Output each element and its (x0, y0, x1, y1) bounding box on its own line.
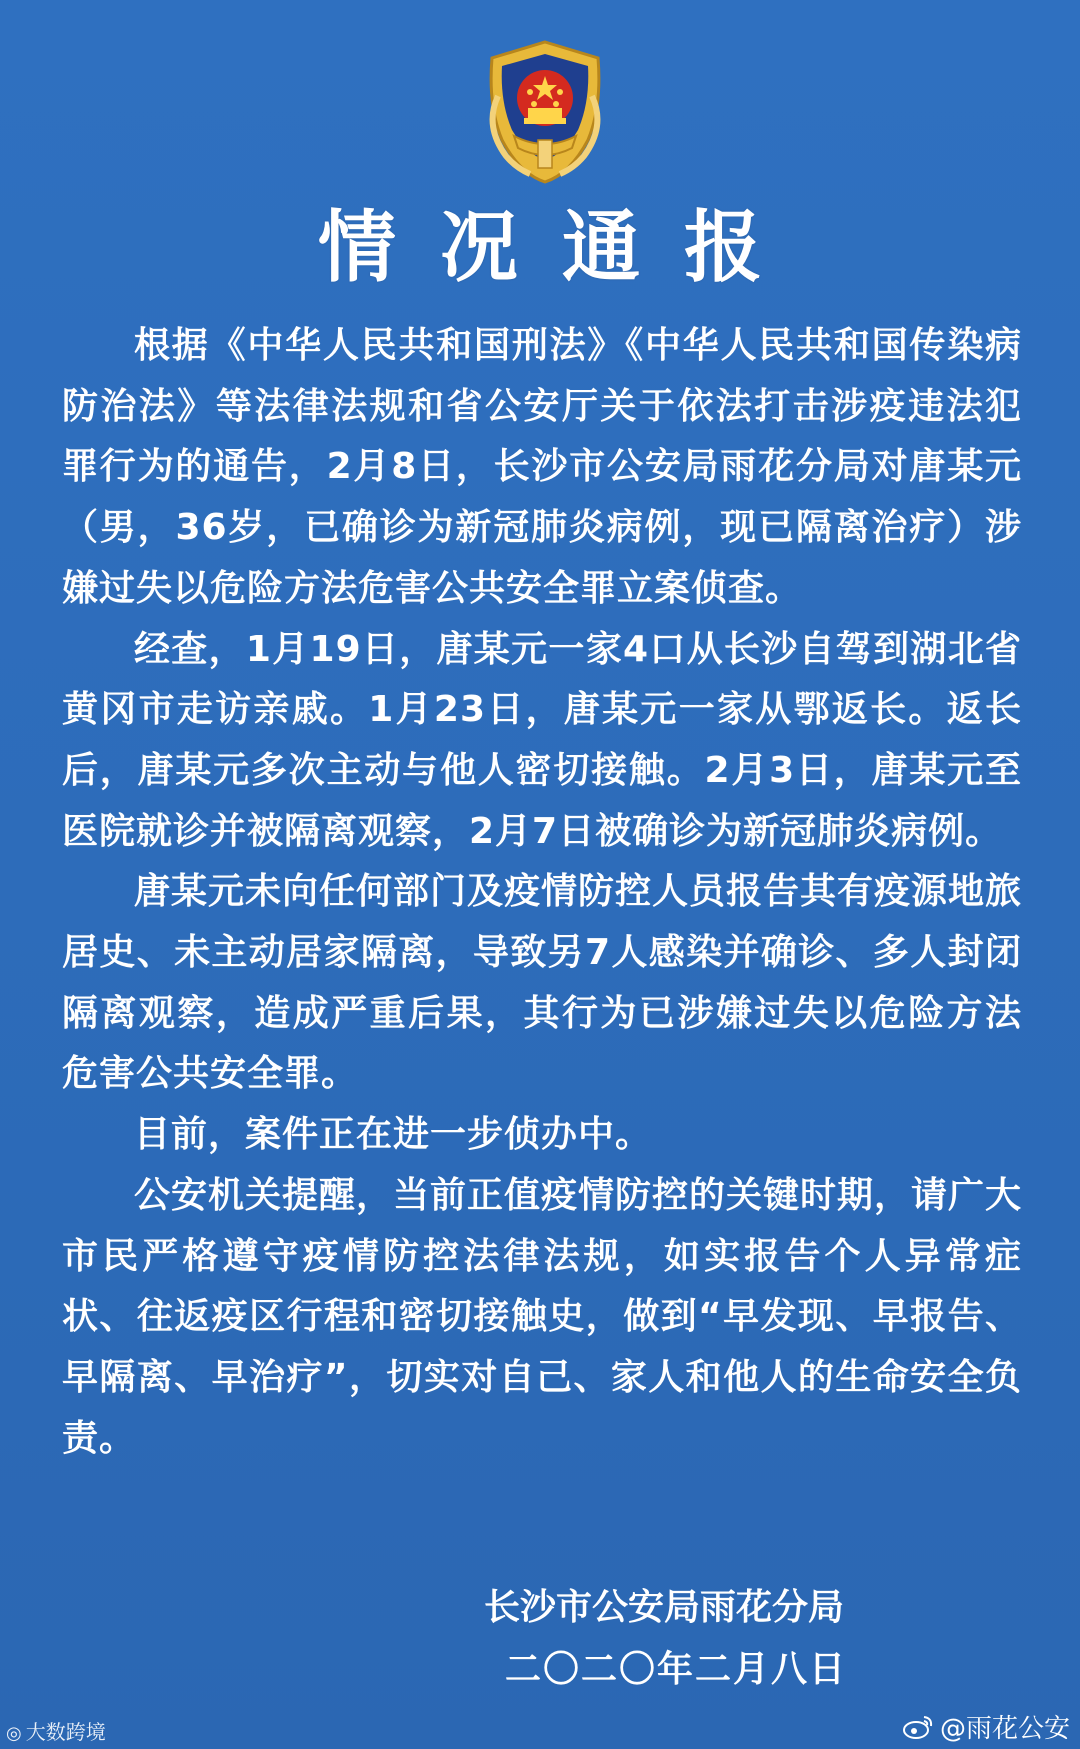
watermark-left-text: 大数跨境 (25, 1720, 106, 1744)
police-emblem-icon (470, 36, 620, 186)
watermark-right-text: @雨花公安 (939, 1714, 1070, 1744)
paragraph-2: 经查，1月19日，唐某元一家4口从长沙自驾到湖北省黄冈市走访亲戚。1月23日，唐某元一家从鄂返长。返长后，唐某元多次主动与他人密切接触。2月3日，唐某元至医院就诊并被隔离观察，2月7日被确诊为新冠肺炎病例。 (62, 628, 1022, 852)
watermark-left (6, 1716, 106, 1745)
notice-body (62, 316, 1022, 1469)
watermark-logo-icon: ◎ (6, 1723, 22, 1744)
weibo-icon (902, 1713, 934, 1741)
notice-title: 情况通报 (317, 203, 806, 293)
signature-organization: 长沙市公安局雨花分局 (484, 1587, 845, 1628)
watermark-right (902, 1708, 1070, 1745)
paragraph-1: 根据《中华人民共和国刑法》《中华人民共和国传染病防治法》等法律法规和省公安厅关于依法打击涉疫违法犯罪行为的通告，2月8日，长沙市公安局雨花分局对唐某元（男，36岁，已确诊为新冠肺炎病例，现已隔离治疗）涉嫌过失以危险方法危害公共安全罪立案侦查。 (62, 325, 1022, 609)
signature-date: 二〇二〇年二月八日 (505, 1649, 848, 1690)
paragraph-3: 唐某元未向任何部门及疫情防控人员报告其有疫源地旅居史、未主动居家隔离，导致另7人感染并确诊、多人封闭隔离观察，造成严重后果，其行为已涉嫌过失以危险方法危害公共安全罪。 (62, 871, 1023, 1095)
paragraph-5: 公安机关提醒，当前正值疫情防控的关键时期，请广大市民严格遵守疫情防控法律法规，如实报告个人异常症状、往返疫区行程和密切接触史，做到“早发现、早报告、早隔离、早治疗”，切实对自己、家人和他人的生命安全负责。 (62, 1174, 1023, 1459)
paragraph-4: 目前，案件正在进一步侦办中。 (134, 1114, 653, 1156)
